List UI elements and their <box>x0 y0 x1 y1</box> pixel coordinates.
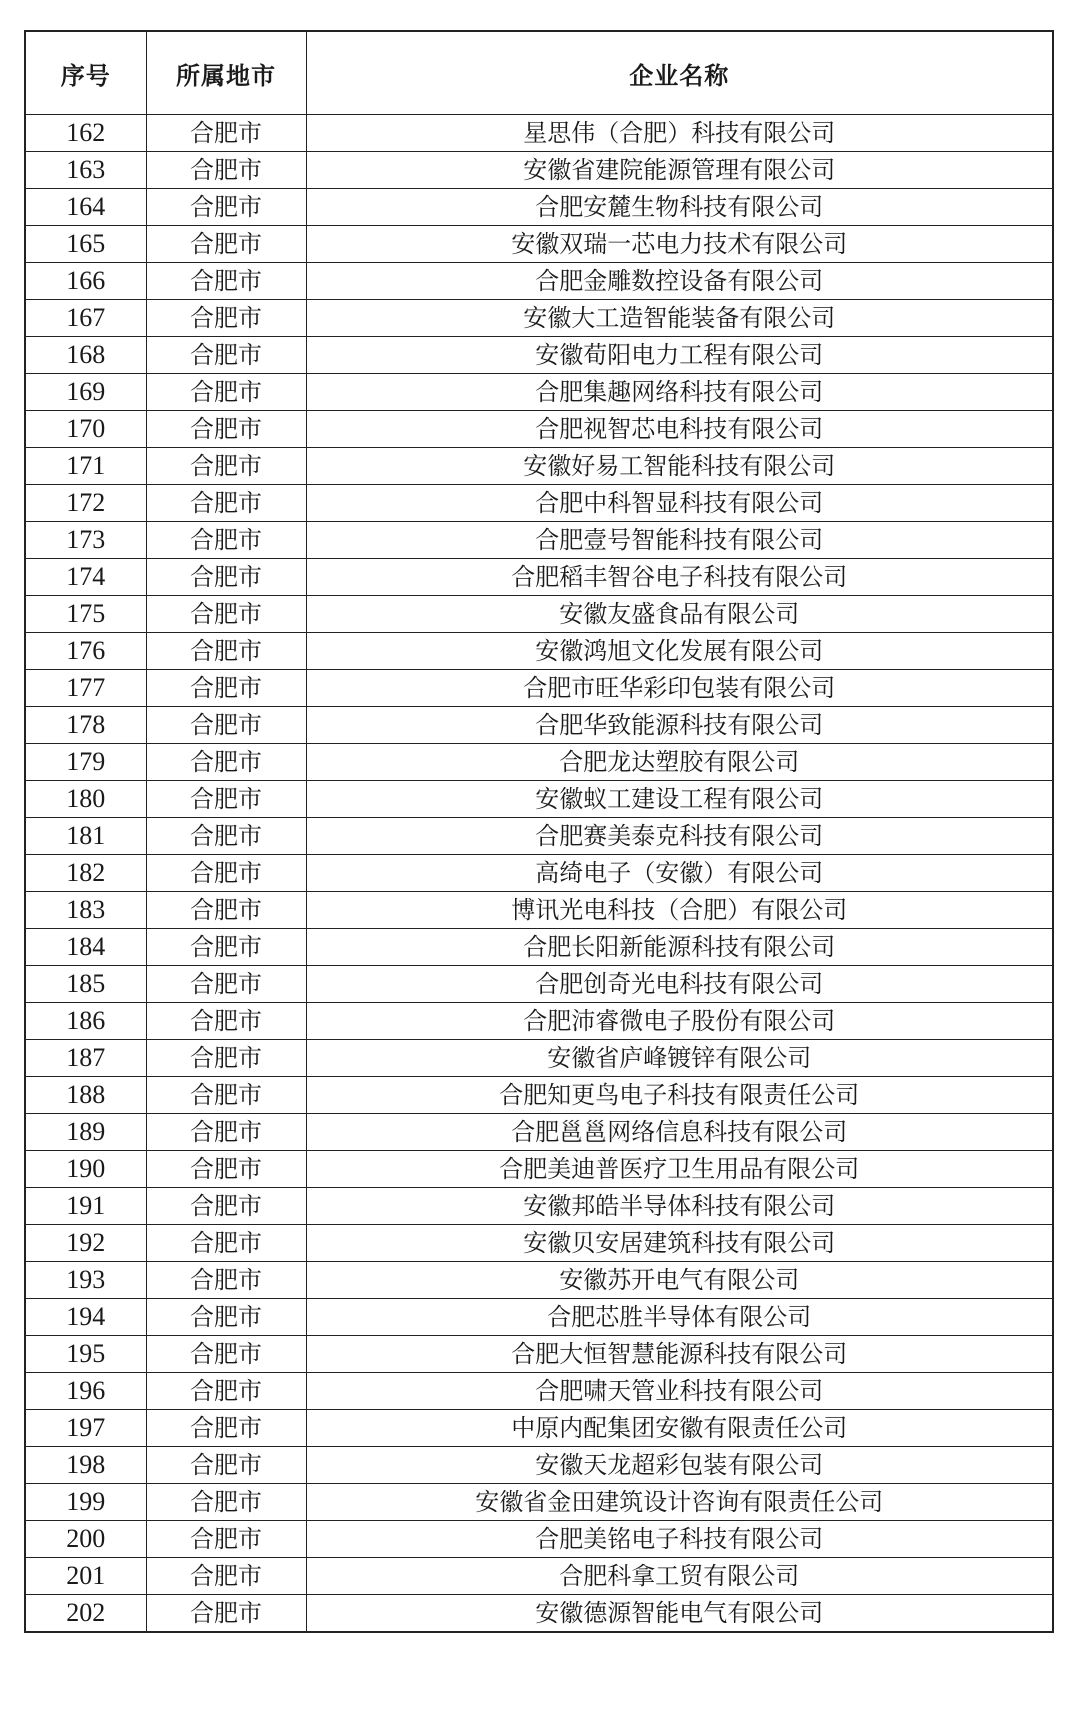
cell-enterprise-name: 合肥创奇光电科技有限公司 <box>306 966 1053 1003</box>
cell-serial-number: 194 <box>25 1299 146 1336</box>
cell-city: 合肥市 <box>146 744 306 781</box>
cell-serial-number: 188 <box>25 1077 146 1114</box>
cell-enterprise-name: 合肥赛美泰克科技有限公司 <box>306 818 1053 855</box>
cell-city: 合肥市 <box>146 1151 306 1188</box>
cell-city: 合肥市 <box>146 374 306 411</box>
table-row <box>25 448 1053 485</box>
table-row <box>25 1262 1053 1299</box>
cell-serial-number: 180 <box>25 781 146 818</box>
header-city: 所属地市 <box>146 31 306 115</box>
cell-city: 合肥市 <box>146 966 306 1003</box>
cell-enterprise-name: 合肥大恒智慧能源科技有限公司 <box>306 1336 1053 1373</box>
cell-city: 合肥市 <box>146 1299 306 1336</box>
table-row <box>25 1595 1053 1633</box>
cell-enterprise-name: 安徽省金田建筑设计咨询有限责任公司 <box>306 1484 1053 1521</box>
table-row <box>25 485 1053 522</box>
cell-serial-number: 196 <box>25 1373 146 1410</box>
header-enterprise-name: 企业名称 <box>306 31 1053 115</box>
cell-serial-number: 202 <box>25 1595 146 1633</box>
table-row <box>25 1521 1053 1558</box>
table-row <box>25 855 1053 892</box>
cell-serial-number: 200 <box>25 1521 146 1558</box>
cell-city: 合肥市 <box>146 818 306 855</box>
document-page <box>24 30 1052 1633</box>
table-row <box>25 1299 1053 1336</box>
cell-city: 合肥市 <box>146 1484 306 1521</box>
cell-city: 合肥市 <box>146 300 306 337</box>
cell-enterprise-name: 博讯光电科技（合肥）有限公司 <box>306 892 1053 929</box>
cell-serial-number: 191 <box>25 1188 146 1225</box>
cell-enterprise-name: 合肥龙达塑胶有限公司 <box>306 744 1053 781</box>
cell-city: 合肥市 <box>146 226 306 263</box>
cell-city: 合肥市 <box>146 1410 306 1447</box>
cell-serial-number: 169 <box>25 374 146 411</box>
table-row <box>25 596 1053 633</box>
table-row <box>25 115 1053 152</box>
cell-city: 合肥市 <box>146 1077 306 1114</box>
table-row <box>25 522 1053 559</box>
table-row <box>25 1114 1053 1151</box>
cell-city: 合肥市 <box>146 892 306 929</box>
table-row <box>25 781 1053 818</box>
cell-enterprise-name: 安徽邦皓半导体科技有限公司 <box>306 1188 1053 1225</box>
cell-serial-number: 184 <box>25 929 146 966</box>
cell-serial-number: 181 <box>25 818 146 855</box>
table-row <box>25 189 1053 226</box>
cell-city: 合肥市 <box>146 522 306 559</box>
cell-enterprise-name: 星思伟（合肥）科技有限公司 <box>306 115 1053 152</box>
cell-serial-number: 166 <box>25 263 146 300</box>
cell-serial-number: 183 <box>25 892 146 929</box>
table-row <box>25 1188 1053 1225</box>
cell-enterprise-name: 高绮电子（安徽）有限公司 <box>306 855 1053 892</box>
header-serial-number: 序号 <box>25 31 146 115</box>
cell-city: 合肥市 <box>146 1447 306 1484</box>
cell-city: 合肥市 <box>146 1114 306 1151</box>
cell-serial-number: 185 <box>25 966 146 1003</box>
cell-enterprise-name: 中原内配集团安徽有限责任公司 <box>306 1410 1053 1447</box>
cell-city: 合肥市 <box>146 855 306 892</box>
table-row <box>25 1040 1053 1077</box>
table-header <box>25 31 1053 115</box>
table-row <box>25 633 1053 670</box>
cell-enterprise-name: 合肥集趣网络科技有限公司 <box>306 374 1053 411</box>
cell-city: 合肥市 <box>146 337 306 374</box>
cell-enterprise-name: 安徽蚁工建设工程有限公司 <box>306 781 1053 818</box>
cell-city: 合肥市 <box>146 1225 306 1262</box>
cell-serial-number: 197 <box>25 1410 146 1447</box>
cell-serial-number: 164 <box>25 189 146 226</box>
table-row <box>25 670 1053 707</box>
table-row <box>25 559 1053 596</box>
cell-city: 合肥市 <box>146 485 306 522</box>
cell-serial-number: 190 <box>25 1151 146 1188</box>
table-row <box>25 1558 1053 1595</box>
cell-serial-number: 186 <box>25 1003 146 1040</box>
cell-city: 合肥市 <box>146 448 306 485</box>
table-row <box>25 300 1053 337</box>
cell-enterprise-name: 合肥科拿工贸有限公司 <box>306 1558 1053 1595</box>
cell-city: 合肥市 <box>146 1003 306 1040</box>
cell-serial-number: 175 <box>25 596 146 633</box>
table-row <box>25 744 1053 781</box>
cell-enterprise-name: 合肥华致能源科技有限公司 <box>306 707 1053 744</box>
cell-enterprise-name: 安徽德源智能电气有限公司 <box>306 1595 1053 1633</box>
cell-enterprise-name: 合肥芯胜半导体有限公司 <box>306 1299 1053 1336</box>
cell-serial-number: 195 <box>25 1336 146 1373</box>
cell-enterprise-name: 合肥稻丰智谷电子科技有限公司 <box>306 559 1053 596</box>
header-row <box>25 31 1053 115</box>
cell-city: 合肥市 <box>146 1336 306 1373</box>
cell-enterprise-name: 安徽鸿旭文化发展有限公司 <box>306 633 1053 670</box>
cell-serial-number: 167 <box>25 300 146 337</box>
cell-city: 合肥市 <box>146 633 306 670</box>
cell-serial-number: 171 <box>25 448 146 485</box>
cell-serial-number: 174 <box>25 559 146 596</box>
cell-city: 合肥市 <box>146 707 306 744</box>
cell-city: 合肥市 <box>146 411 306 448</box>
cell-serial-number: 172 <box>25 485 146 522</box>
cell-city: 合肥市 <box>146 115 306 152</box>
cell-serial-number: 201 <box>25 1558 146 1595</box>
cell-enterprise-name: 安徽友盛食品有限公司 <box>306 596 1053 633</box>
cell-serial-number: 193 <box>25 1262 146 1299</box>
cell-city: 合肥市 <box>146 929 306 966</box>
enterprise-table <box>24 30 1054 1633</box>
table-row <box>25 1225 1053 1262</box>
cell-city: 合肥市 <box>146 559 306 596</box>
cell-enterprise-name: 合肥知更鸟电子科技有限责任公司 <box>306 1077 1053 1114</box>
table-body <box>25 115 1053 1633</box>
table-row <box>25 1336 1053 1373</box>
cell-enterprise-name: 安徽省建院能源管理有限公司 <box>306 152 1053 189</box>
cell-enterprise-name: 合肥啸天管业科技有限公司 <box>306 1373 1053 1410</box>
cell-enterprise-name: 合肥市旺华彩印包装有限公司 <box>306 670 1053 707</box>
cell-enterprise-name: 合肥壹号智能科技有限公司 <box>306 522 1053 559</box>
table-row <box>25 374 1053 411</box>
cell-city: 合肥市 <box>146 1188 306 1225</box>
cell-serial-number: 189 <box>25 1114 146 1151</box>
cell-serial-number: 170 <box>25 411 146 448</box>
table-row <box>25 707 1053 744</box>
cell-serial-number: 182 <box>25 855 146 892</box>
cell-enterprise-name: 合肥邕邕网络信息科技有限公司 <box>306 1114 1053 1151</box>
table-row <box>25 966 1053 1003</box>
cell-city: 合肥市 <box>146 670 306 707</box>
table-row <box>25 1484 1053 1521</box>
table-row <box>25 1003 1053 1040</box>
cell-enterprise-name: 合肥中科智显科技有限公司 <box>306 485 1053 522</box>
cell-enterprise-name: 安徽荀阳电力工程有限公司 <box>306 337 1053 374</box>
cell-city: 合肥市 <box>146 1558 306 1595</box>
cell-enterprise-name: 安徽苏开电气有限公司 <box>306 1262 1053 1299</box>
cell-serial-number: 177 <box>25 670 146 707</box>
table-row <box>25 818 1053 855</box>
table-row <box>25 892 1053 929</box>
cell-city: 合肥市 <box>146 1262 306 1299</box>
cell-city: 合肥市 <box>146 152 306 189</box>
cell-enterprise-name: 合肥视智芯电科技有限公司 <box>306 411 1053 448</box>
table-row <box>25 1077 1053 1114</box>
cell-enterprise-name: 安徽省庐峰镀锌有限公司 <box>306 1040 1053 1077</box>
table-row <box>25 337 1053 374</box>
cell-enterprise-name: 合肥美迪普医疗卫生用品有限公司 <box>306 1151 1053 1188</box>
cell-enterprise-name: 合肥长阳新能源科技有限公司 <box>306 929 1053 966</box>
cell-serial-number: 163 <box>25 152 146 189</box>
cell-enterprise-name: 合肥美铭电子科技有限公司 <box>306 1521 1053 1558</box>
cell-enterprise-name: 安徽大工造智能装备有限公司 <box>306 300 1053 337</box>
cell-enterprise-name: 安徽好易工智能科技有限公司 <box>306 448 1053 485</box>
cell-serial-number: 176 <box>25 633 146 670</box>
cell-serial-number: 162 <box>25 115 146 152</box>
cell-city: 合肥市 <box>146 263 306 300</box>
cell-city: 合肥市 <box>146 1521 306 1558</box>
table-row <box>25 411 1053 448</box>
cell-city: 合肥市 <box>146 1040 306 1077</box>
cell-serial-number: 178 <box>25 707 146 744</box>
cell-city: 合肥市 <box>146 189 306 226</box>
cell-enterprise-name: 安徽双瑞一芯电力技术有限公司 <box>306 226 1053 263</box>
cell-serial-number: 179 <box>25 744 146 781</box>
cell-serial-number: 198 <box>25 1447 146 1484</box>
cell-enterprise-name: 合肥金雕数控设备有限公司 <box>306 263 1053 300</box>
cell-serial-number: 192 <box>25 1225 146 1262</box>
cell-enterprise-name: 安徽贝安居建筑科技有限公司 <box>306 1225 1053 1262</box>
table-row <box>25 1151 1053 1188</box>
table-row <box>25 929 1053 966</box>
cell-serial-number: 168 <box>25 337 146 374</box>
cell-serial-number: 173 <box>25 522 146 559</box>
cell-enterprise-name: 合肥安麓生物科技有限公司 <box>306 189 1053 226</box>
table-row <box>25 1447 1053 1484</box>
cell-serial-number: 187 <box>25 1040 146 1077</box>
table-row <box>25 1373 1053 1410</box>
cell-enterprise-name: 安徽天龙超彩包装有限公司 <box>306 1447 1053 1484</box>
cell-city: 合肥市 <box>146 781 306 818</box>
cell-city: 合肥市 <box>146 1595 306 1633</box>
table-row <box>25 1410 1053 1447</box>
cell-city: 合肥市 <box>146 1373 306 1410</box>
cell-serial-number: 165 <box>25 226 146 263</box>
table-row <box>25 152 1053 189</box>
cell-serial-number: 199 <box>25 1484 146 1521</box>
cell-enterprise-name: 合肥沛睿微电子股份有限公司 <box>306 1003 1053 1040</box>
cell-city: 合肥市 <box>146 596 306 633</box>
table-row <box>25 226 1053 263</box>
table-row <box>25 263 1053 300</box>
